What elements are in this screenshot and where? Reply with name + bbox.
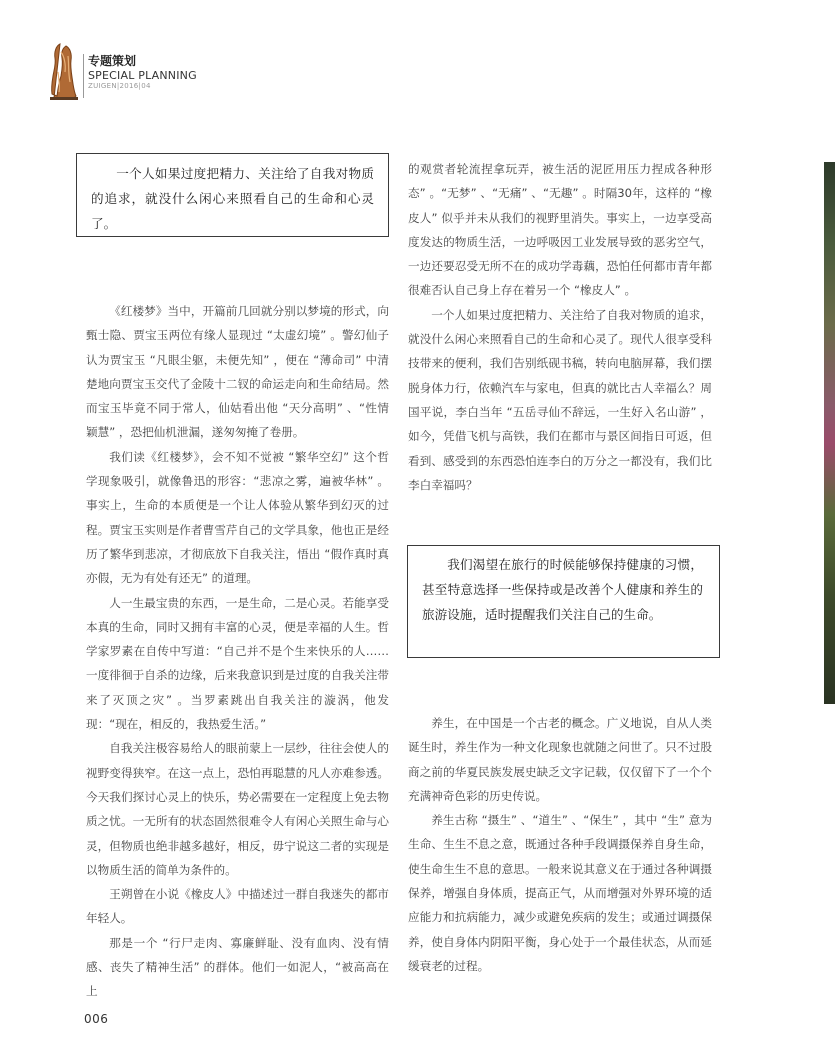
paragraph: 养生古称 “摄生” 、“道生” 、“保生” ，其中 “生” 意为生命、生生不息之意，既通过各种手段调摄保养自身生命，使生命生生不息的意思。一般来说其意义在于通过各种调摄保养，增强自身体质，提高正气，从而增强对外界环境的适应能力和抗病能力，减少或避免疾病的发生；或通过调摄保养，使自身体内阴阳平衡，身心处于一个最佳状态，从而延缓衰老的过程。: [408, 813, 712, 973]
paragraph: 养生，在中国是一个古老的概念。广义地说，自从人类诞生时，养生作为一种文化现象也就随之问世了。只不过股商之前的华夏民族发展史缺乏文字记载，仅仅留下了一个个充满神奇色彩的历史传说。: [408, 716, 712, 803]
article-column-left: [86, 299, 389, 1004]
section-title: 专题策划: [88, 54, 137, 68]
paragraph: 自我关注极容易给人的眼前蒙上一层纱，往往会使人的视野变得狭窄。在这一点上，恐怕再聪慧的凡人亦难参透。今天我们探讨心灵上的快乐，势必需要在一定程度上免去物质之忧。一无所有的状态固然很难令人有闲心关照生命与心灵，但物质也绝非越多越好，相反，毋宁说这二者的实现是以物质生活的简单为条件的。: [86, 741, 389, 877]
pullquote-box: [407, 545, 720, 658]
paragraph: 我们读《红楼梦》，会不知不觉被 “繁华空幻” 这个哲学现象吸引，就像鲁迅的形容：“悲凉之雾，遍被华林” 。事实上，生命的本质便是一个让人体验从繁华到幻灭的过程。贾宝玉实则是作者曹雪芹自己的文学具象，他也正是经历了繁华到悲凉，才彻底放下自我关注，悟出 “假作真时真亦假，无为有处有还无” 的道理。: [86, 449, 389, 586]
pullquote-text: 我们渴望在旅行的时候能够保持健康的习惯，甚至特意选择一些保持或是改善个人健康和养生的旅游设施，适时提醒我们关注自己的生命。: [422, 557, 703, 622]
wood-sculpture-logo: [48, 42, 80, 100]
article-column-right-bottom: [408, 711, 712, 978]
paragraph: 那是一个 “行尸走肉、寡廉鲜耻、没有血肉、没有情感、丧失了精神生活” 的群体。他们一如泥人，“被高高在上: [86, 935, 389, 999]
paragraph: 《红楼梦》当中，开篇前几回就分别以梦境的形式，向甄士隐、贾宝玉两位有缘人显现过 “太虚幻境” 。警幻仙子认为贾宝玉 “凡眼尘躯，未便先知” ，便在 “薄命司” 中清楚地向贾宝玉交代了金陵十二钗的命运走向和生命结局。然而宝玉毕竟不同于常人，仙姑看出他 “天分高明” 、“性情颖慧” ，恐把仙机泄漏，遂匆匆掩了卷册。: [86, 304, 389, 440]
paragraph: 的观赏者轮流捏拿玩弄，被生活的泥匠用压力捏成各种形态” 。“无梦” 、“无痛” 、“无趣” 。时隔30年，这样的 “橡皮人” 似乎并未从我们的视野里消失。事实上，一边享受高度发达的物质生活，一边呼吸因工业发展导致的恶劣空气，一边还要忍受无所不在的成功学毒藕，恐怕任何都市青年都很难否认自己身上存在着另一个 “橡皮人” 。: [408, 162, 712, 298]
paragraph: 王朔曾在小说《橡皮人》中描述过一群自我迷失的都市年轻人。: [86, 887, 389, 926]
section-header: [48, 42, 348, 102]
section-title-en: SPECIAL PLANNING: [88, 69, 197, 82]
pullquote-text: 一个人如果过度把精力、关注给了自我对物质的追求，就没什么闲心来照看自己的生命和心灵了。: [91, 166, 374, 231]
header-divider: [83, 54, 84, 98]
pullquote-box: [76, 153, 389, 237]
issue-code: ZUIGEN|2016|04: [88, 82, 151, 90]
garden-photo-edge: [824, 162, 835, 704]
paragraph: 一个人如果过度把精力、关注给了自我对物质的追求，就没什么闲心来照看自己的生命和心灵了。现代人很享受科技带来的便利，我们告别纸砚书稿，转向电脑屏幕，我们摆脱身体力行，依赖汽车与家电，但真的就比古人幸福么？周国平说，李白当年 “五岳寻仙不辞远，一生好入名山游” ，如今，凭借飞机与高铁，我们在都市与景区间指日可返，但看到、感受到的东西恐怕连李白的万分之一都没有，我们比李白幸福吗？: [408, 307, 712, 492]
paragraph: 人一生最宝贵的东西，一是生命，二是心灵。若能享受本真的生命，同时又拥有丰富的心灵，便是幸福的人生。哲学家罗素在自传中写道：“自己并不是个生来快乐的人……一度徘徊于自杀的边缘，后来我意识到是过度的自我关注带来了灭顶之灾” 。当罗素跳出自我关注的漩涡，他发现：“现在，相反的，我热爱生活。”: [86, 595, 389, 732]
article-column-right-top: [408, 157, 712, 497]
page-number: 006: [84, 1012, 109, 1026]
